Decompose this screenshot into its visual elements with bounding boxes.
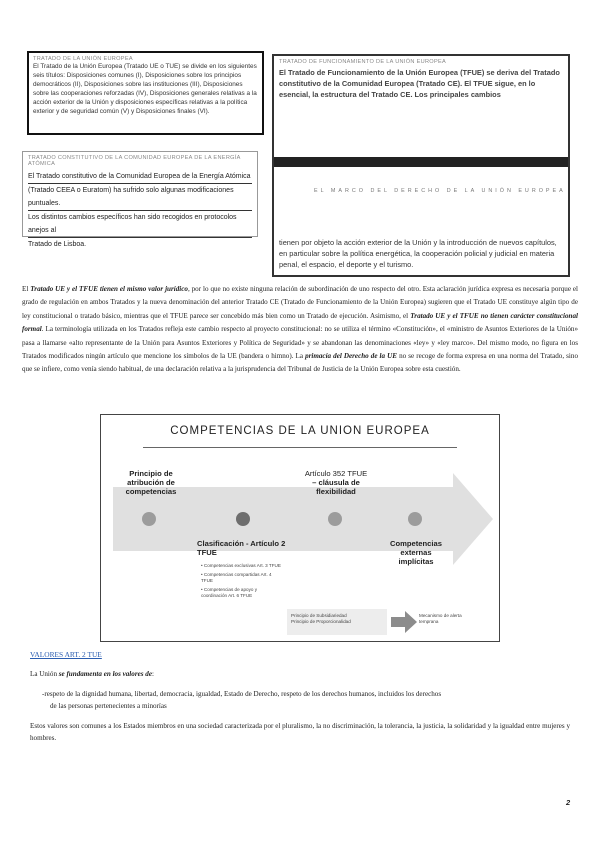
- tfue-summary-box: [272, 54, 570, 277]
- valores-link[interactable]: VALORES ART. 2 TUE: [30, 650, 102, 659]
- para-text-3: . La terminología utilizada en los Tratados refleja este cambio respecto al proyecto constitucional: no se utiliza el término «Constitución», el «ministro de Asuntos Exteriores de la Unión» pasa a llamarse «alto representante de la Unión para Asuntos Exteriores y Política de Seguridad» y se abandonan las denominaciones «ley» y «ley marco». Del mismo modo, no figura en los Tratados modificados ningún artículo que mencione los símbolos de la UE (bandera o himno). La: [22, 325, 578, 361]
- euratom-line-1: El Tratado constitutivo de la Comunidad Europea de la Energía Atómica: [28, 170, 252, 184]
- timeline-dot-1: [142, 512, 156, 526]
- classification-bullets: [201, 563, 281, 599]
- euratom-line-2: (Tratado CEEA o Euratom) ha sufrido solo algunas modificaciones puntuales.: [28, 184, 252, 211]
- diagram-graphics: [101, 415, 501, 643]
- para-text-1: El: [22, 285, 31, 293]
- valores-bullet-line-2: de las personas pertenecientes a minorías: [50, 702, 167, 710]
- label-principio-atribucion: Principio de atribución de competencias: [125, 469, 177, 496]
- euratom-box-title: TRATADO CONSTITUTIVO DE LA COMUNIDAD EUROPEA DE LA ENERGÍA ATÓMICA: [28, 155, 241, 167]
- euratom-line-3: Los distintos cambios específicos han sido recogidos en protocolos anejos al: [28, 211, 252, 238]
- valores-intro: La Unión se fundamenta en los valores de:: [30, 670, 154, 678]
- valores-bullet: [42, 688, 562, 712]
- para-text-2: , por lo que no existe ninguna relación de subordinación de uno respecto del otro. Esta aclaración jurídica expresa es necesaria porque el grado de regulación en ambos Tratados y la nueva denominación del anterior Tratado CE (Tratado de Funcionamiento de la Unión Europea) sugieren que el Tratado UE constituye algún tipo de ley constitucional o tratado básico, mientras que el TFUE parece ser concebido más bien como un Tratado de ejecución. Asimismo, el: [22, 285, 579, 320]
- mechanism-label: Mecanismo de alerta temprana: [419, 613, 462, 624]
- dark-divider-band: [274, 157, 568, 167]
- para-text-4: no se recoge de forma expresa en una norma del Tratado, sino que se infiere, como venía siendo habitual, de una declaración relativa a la jurisprudencia del Tribunal de Justicia de la Unión Europea sobre esta cuestión.: [22, 352, 578, 374]
- valores-closing: Estos valores son comunes a los Estados miembros en una sociedad caracterizada por el pluralismo, la no discriminación, la tolerancia, la justicia, la solidaridad y la igualdad entre mujeres y hombres.: [30, 722, 570, 742]
- faint-heading: EL MARCO DEL DERECHO DE LA UNIÓN EUROPEA: [314, 188, 566, 194]
- competencias-diagram: [100, 414, 500, 642]
- tue-box-body: El Tratado de la Unión Europea (Tratado UE o TUE) se divide en los siguientes seis títulos: Disposiciones comunes (I), Disposiciones sobre los principios democráticos (II), Disposiciones sobre las instituciones (III), Disposiciones sobre las cooperaciones reforzadas (IV), Disposiciones generales relativas a la acción exterior de la Unión y disposiciones específicas relativas a la política exterior y de seguridad común (V) y Disposiciones finales (VI).: [33, 63, 257, 115]
- label-articulo-352: Artículo 352 TFUE – cláusula de flexibilidad: [304, 469, 368, 496]
- tue-box-title: TRATADO DE LA UNIÓN EUROPEA: [33, 56, 133, 62]
- euratom-summary-box: [22, 151, 258, 248]
- diagram-title: COMPETENCIAS DE LA UNION EUROPEA: [170, 425, 430, 437]
- para-bold-2: Tratado UE y el TFUE no tienen carácter constitucional formal: [22, 311, 578, 334]
- label-clasificacion: Clasificación - Artículo 2 TFUE: [197, 539, 286, 557]
- bullet-compartidas: • Competencias compartidas Art. 4 TFUE: [201, 572, 272, 583]
- tue-summary-box: [27, 51, 264, 135]
- tfue-box-continuation: tienen por objeto la acción exterior de la Unión y la introducción de nuevos capítulos, en particular sobre la política energética, la cooperación policial y judicial en materia penal, el espacio, el deporte y el turismo.: [279, 238, 557, 269]
- para-bold-1: Tratado UE y el TFUE tienen el mismo valor jurídico: [30, 285, 188, 293]
- euratom-line-4: Tratado de Lisboa.: [28, 241, 87, 248]
- timeline-dot-4: [408, 512, 422, 526]
- bullet-apoyo: • Competencias de apoyo y coordinación Art. 6 TFUE: [201, 587, 258, 598]
- mechanism-arrow: [391, 611, 417, 633]
- para-bold-3: primacía del Derecho de la UE: [305, 352, 397, 361]
- bullet-exclusivas: • Competencias exclusivas Art. 3 TFUE: [201, 563, 281, 568]
- timeline-dot-2: [236, 512, 250, 526]
- tfue-box-title: TRATADO DE FUNCIONAMIENTO DE LA UNIÓN EUROPEA: [279, 59, 447, 65]
- principles-labels: Principio de Subsidiariedad Principio de Proporcionalidad: [291, 613, 351, 624]
- valores-bullet-line-1: -respeto de la dignidad humana, libertad, democracia, igualdad, Estado de Derecho, respeto de los derechos humanos, incluidos los derechos: [42, 690, 442, 698]
- timeline-dot-3: [328, 512, 342, 526]
- label-competencias-externas: Competencias externas implícitas: [390, 539, 442, 566]
- main-paragraph: [22, 283, 578, 377]
- page-number: 2: [566, 798, 571, 807]
- tfue-box-body: El Tratado de Funcionamiento de la Unión Europea (TFUE) se deriva del Tratado constitutivo de la Comunidad Europea (Tratado CE). El TFUE sigue, en lo esencial, la estructura del Tratado CE. Los principales cambios: [279, 68, 560, 99]
